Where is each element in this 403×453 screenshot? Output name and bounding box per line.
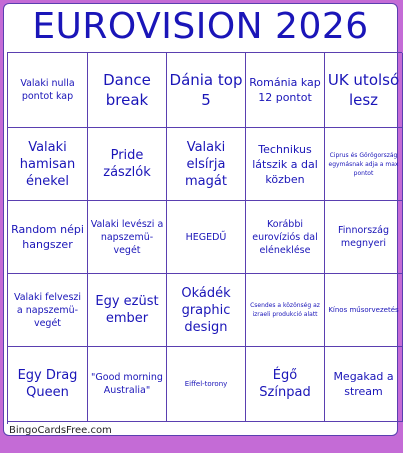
bingo-cell-r5c2[interactable]: "Good morning Australia": [88, 347, 167, 422]
bingo-cell-r5c3[interactable]: Eiffel-torony: [167, 347, 246, 422]
bingo-cell-r3c4[interactable]: Korábbi eurovíziós dal eléneklése: [246, 201, 325, 274]
bingo-cell-r2c4[interactable]: Technikus látszik a dal közben: [246, 128, 325, 201]
bingo-cell-r5c1[interactable]: Egy Drag Queen: [8, 347, 88, 422]
bingo-cell-r4c3[interactable]: Okádék graphic design: [167, 274, 246, 347]
bingo-cell-r4c1[interactable]: Valaki felveszi a napszemü-vegét: [8, 274, 88, 347]
bingo-cell-r1c5[interactable]: UK utolsó lesz: [325, 53, 403, 128]
bingo-cell-r3c2[interactable]: Valaki levészi a napszemü-vegét: [88, 201, 167, 274]
bingo-cell-r1c3[interactable]: Dánia top 5: [167, 53, 246, 128]
bingo-cell-r2c2[interactable]: Pride zászlók: [88, 128, 167, 201]
bingo-cell-r3c1[interactable]: Random népi hangszer: [8, 201, 88, 274]
bingo-cell-r1c4[interactable]: Románia kap 12 pontot: [246, 53, 325, 128]
bingo-card: [3, 3, 398, 436]
bingo-cell-r2c3[interactable]: Valaki elsírja magát: [167, 128, 246, 201]
bingo-cell-r1c1[interactable]: Valaki nulla pontot kap: [8, 53, 88, 128]
bingo-cell-r3c5[interactable]: Finnország megnyeri: [325, 201, 403, 274]
site-credit: BingoCardsFree.com: [9, 425, 112, 436]
bingo-cell-r4c4[interactable]: Csendes a közönség az izraeli produkció alatt: [246, 274, 325, 347]
bingo-cell-r4c5[interactable]: Kínos műsorvezetés: [325, 274, 403, 347]
bingo-cell-r5c4[interactable]: Égő Színpad: [246, 347, 325, 422]
bingo-cell-r5c5[interactable]: Megakad a stream: [325, 347, 403, 422]
bingo-cell-r4c2[interactable]: Egy ezüst ember: [88, 274, 167, 347]
bingo-cell-r3c3[interactable]: HEGEDŰ: [167, 201, 246, 274]
card-title: EUROVISION 2026: [32, 6, 369, 47]
bingo-cell-r2c1[interactable]: Valaki hamisan énekel: [8, 128, 88, 201]
bingo-grid: [7, 52, 402, 424]
bingo-cell-r2c5[interactable]: Ciprus és Görögország egymásnak adja a max pontot: [325, 128, 403, 201]
bingo-cell-r1c2[interactable]: Dance break: [88, 53, 167, 128]
